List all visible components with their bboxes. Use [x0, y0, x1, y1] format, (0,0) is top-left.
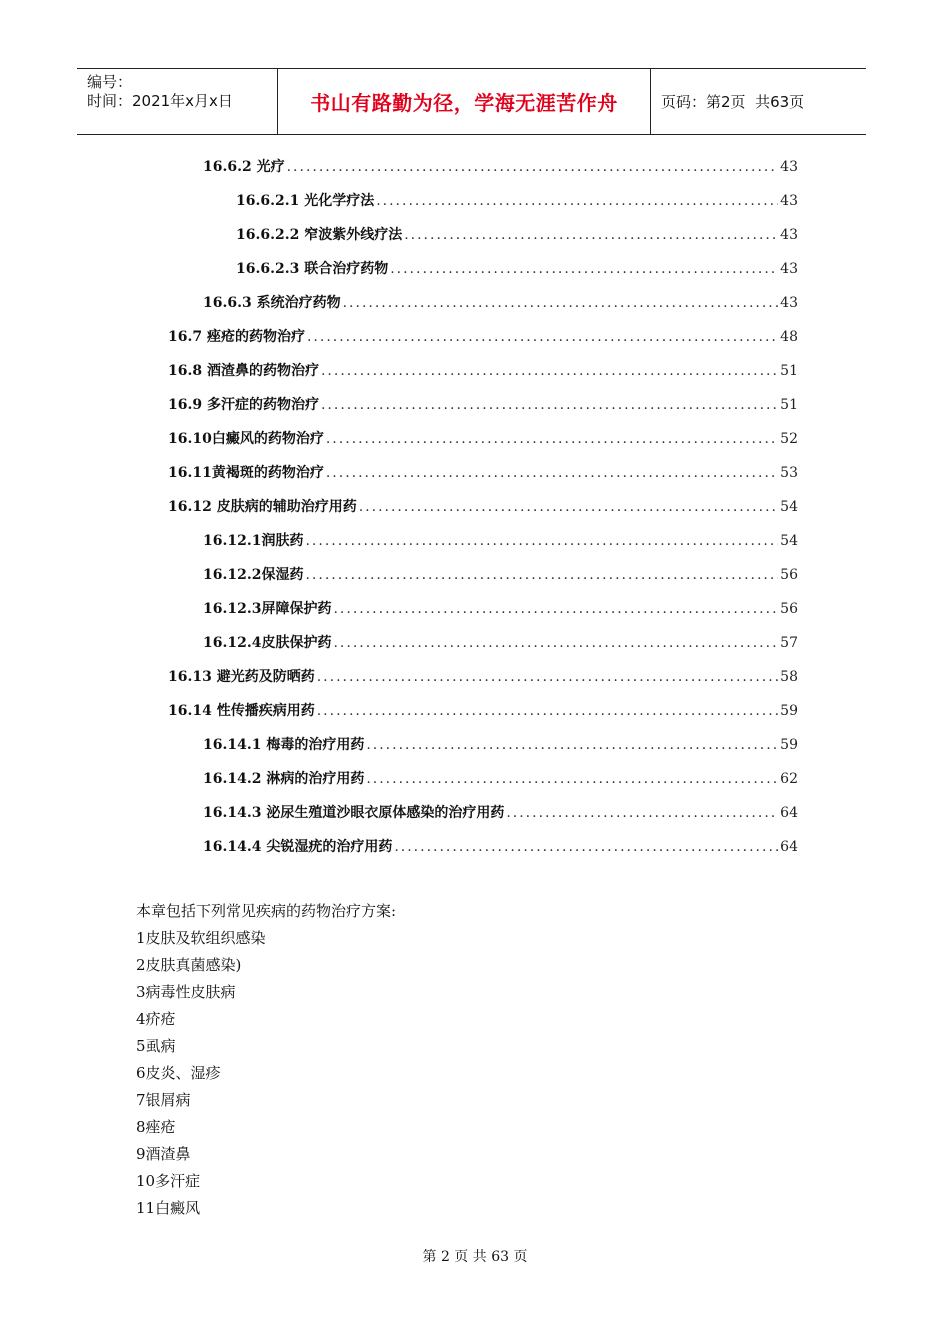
- toc-entry-title: 16.14 性传播疾病用药: [168, 703, 315, 719]
- toc-leader-dots: [333, 635, 778, 651]
- disease-list-item: 5虱病: [136, 1037, 176, 1055]
- toc-entry-page: 54: [780, 499, 798, 515]
- toc-entry-page: 51: [780, 397, 798, 413]
- disease-list-item: 3病毒性皮肤病: [136, 983, 236, 1001]
- toc-entry-title: 16.6.2.2 窄波紫外线疗法: [236, 227, 403, 243]
- toc-entry-page: 52: [780, 431, 798, 447]
- page-header: [77, 68, 866, 135]
- intro-text: 本章包括下列常见疾病的药物治疗方案:: [136, 902, 397, 920]
- toc-leader-dots: [317, 703, 778, 719]
- toc-entry[interactable]: [236, 224, 798, 256]
- disease-list-item: 6皮炎、湿疹: [136, 1064, 221, 1082]
- page-footer: 第 2 页 共 63 页: [422, 1249, 528, 1265]
- toc-entry-title: 16.14.3 泌尿生殖道沙眼衣原体感染的治疗用药: [203, 805, 505, 821]
- toc-entry-title: 16.12.2保湿药: [203, 567, 304, 583]
- toc-entry-page: 64: [780, 805, 798, 821]
- toc-leader-dots: [376, 193, 778, 209]
- toc-leader-dots: [333, 601, 778, 617]
- toc-leader-dots: [394, 839, 778, 855]
- toc-entry[interactable]: [236, 190, 798, 222]
- header-page-info-text: 页码：第2页 共63页: [661, 93, 805, 111]
- toc-entry[interactable]: [168, 428, 798, 460]
- toc-leader-dots: [326, 465, 778, 481]
- header-motto: 书山有路勤为径，学海无涯苦作舟: [278, 69, 651, 134]
- toc-leader-dots: [390, 261, 778, 277]
- disease-list-item: 8痤疮: [136, 1118, 176, 1136]
- toc-entry-page: 43: [780, 159, 798, 175]
- toc-entry-title: 16.12.1润肤药: [203, 533, 304, 549]
- toc-entry-title: 16.12 皮肤病的辅助治疗用药: [168, 499, 357, 515]
- toc-entry-page: 53: [780, 465, 798, 481]
- toc-entry-title: 16.7 痤疮的药物治疗: [168, 329, 305, 345]
- toc-leader-dots: [404, 227, 778, 243]
- toc-entry-page: 54: [780, 533, 798, 549]
- toc-leader-dots: [305, 533, 778, 549]
- header-number-label: 编号：: [87, 73, 133, 91]
- toc-entry-title: 16.14.4 尖锐湿疣的治疗用药: [203, 839, 393, 855]
- header-time-label: 时间：2021年x月x日: [87, 92, 233, 110]
- toc-leader-dots: [321, 363, 778, 379]
- toc-leader-dots: [343, 295, 779, 311]
- toc-entry[interactable]: [168, 394, 798, 426]
- disease-list-item: 11白癜风: [136, 1199, 201, 1217]
- toc-entry-page: 59: [780, 703, 798, 719]
- toc-entry-page: 43: [780, 261, 798, 277]
- chapter-intro: [136, 898, 396, 1222]
- toc-entry-title: 16.9 多汗症的药物治疗: [168, 397, 319, 413]
- toc-entry-title: 16.12.4皮肤保护药: [203, 635, 332, 651]
- toc-entry-page: 43: [780, 295, 798, 311]
- toc-entry-title: 16.6.2.1 光化学疗法: [236, 193, 375, 209]
- toc-leader-dots: [305, 567, 778, 583]
- toc-leader-dots: [287, 159, 779, 175]
- toc-entry-title: 16.8 酒渣鼻的药物治疗: [168, 363, 319, 379]
- toc-entry-title: 16.6.2.3 联合治疗药物: [236, 261, 389, 277]
- toc-entry[interactable]: [203, 598, 798, 630]
- toc-leader-dots: [321, 397, 778, 413]
- toc-leader-dots: [359, 499, 778, 515]
- toc-leader-dots: [317, 669, 778, 685]
- header-page-info: [651, 69, 866, 134]
- toc-entry[interactable]: [203, 836, 798, 868]
- toc-entry-title: 16.6.3 系统治疗药物: [203, 295, 341, 311]
- disease-list-item: 9酒渣鼻: [136, 1145, 191, 1163]
- toc-entry-title: 16.13 避光药及防晒药: [168, 669, 315, 685]
- toc-entry[interactable]: [203, 292, 798, 324]
- toc-entry-page: 43: [780, 227, 798, 243]
- toc-entry[interactable]: [168, 462, 798, 494]
- toc-entry-page: 58: [780, 669, 798, 685]
- disease-list-item: 2皮肤真菌感染): [136, 956, 242, 974]
- toc-leader-dots: [307, 329, 778, 345]
- toc-entry-title: 16.14.1 梅毒的治疗用药: [203, 737, 365, 753]
- toc-entry-page: 51: [780, 363, 798, 379]
- disease-list-item: 4疥疮: [136, 1010, 176, 1028]
- toc-leader-dots: [506, 805, 778, 821]
- toc-entry-title: 16.12.3屏障保护药: [203, 601, 332, 617]
- toc-entry-title: 16.10白癜风的药物治疗: [168, 431, 324, 447]
- toc-leader-dots: [366, 737, 778, 753]
- disease-list-item: 1皮肤及软组织感染: [136, 929, 266, 947]
- toc-entry-page: 62: [780, 771, 798, 787]
- toc-entry[interactable]: [203, 768, 798, 800]
- toc-entry[interactable]: [168, 496, 798, 528]
- toc-entry[interactable]: [203, 802, 798, 834]
- toc-entry-page: 43: [780, 193, 798, 209]
- toc-entry-title: 16.14.2 淋病的治疗用药: [203, 771, 365, 787]
- toc-entry[interactable]: [203, 564, 798, 596]
- toc-entry-page: 48: [780, 329, 798, 345]
- toc-entry-page: 64: [780, 839, 798, 855]
- toc-entry-page: 56: [780, 601, 798, 617]
- toc-entry-title: 16.6.2 光疗: [203, 159, 285, 175]
- toc-entry-page: 59: [780, 737, 798, 753]
- toc-leader-dots: [326, 431, 778, 447]
- disease-list-item: 10多汗症: [136, 1172, 201, 1190]
- toc-entry-page: 57: [780, 635, 798, 651]
- toc-entry[interactable]: [203, 156, 798, 188]
- disease-list-item: 7银屑病: [136, 1091, 191, 1109]
- toc-entry[interactable]: [168, 360, 798, 392]
- toc-entry-page: 56: [780, 567, 798, 583]
- toc-entry[interactable]: [168, 666, 798, 698]
- toc-entry[interactable]: [203, 734, 798, 766]
- toc-entry[interactable]: [236, 258, 798, 290]
- toc-entry[interactable]: [203, 530, 798, 562]
- header-meta: [77, 69, 278, 134]
- toc-entry[interactable]: [203, 632, 798, 664]
- toc-entry[interactable]: [168, 326, 798, 358]
- toc-entry[interactable]: [168, 700, 798, 732]
- toc-entry-title: 16.11黄褐斑的药物治疗: [168, 465, 324, 481]
- toc-leader-dots: [366, 771, 778, 787]
